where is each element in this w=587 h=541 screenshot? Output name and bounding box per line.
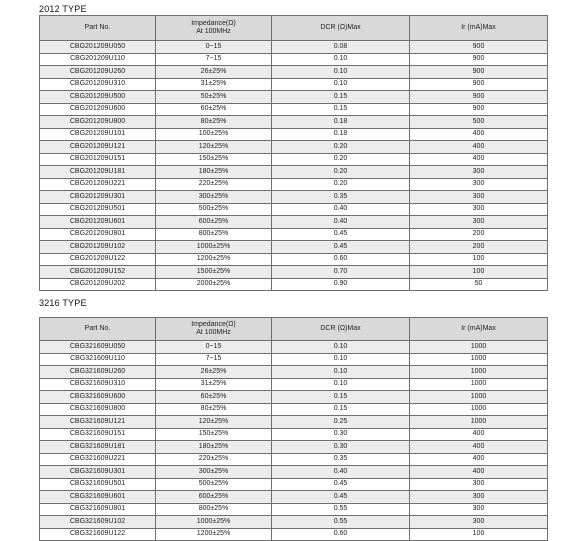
cell-part-no: CBG201209U301 [40, 191, 156, 204]
header-impedance-line1: Impedance(Ω) [191, 20, 236, 28]
cell-dcr: 0.20 [272, 166, 410, 179]
cell-part-no: CBG201209U151 [40, 153, 156, 166]
cell-impedance: 60±25% [156, 103, 272, 116]
cell-impedance: 1000±25% [156, 516, 272, 529]
table-row [40, 466, 548, 479]
header-dcr: DCR (Ω)Max [272, 318, 410, 341]
cell-ir: 300 [410, 166, 548, 179]
cell-ir: 400 [410, 466, 548, 479]
cell-part-no: CBG321609U800 [40, 403, 156, 416]
cell-ir: 1000 [410, 378, 548, 391]
table-row [40, 166, 548, 179]
header-part-no: Part No. [40, 318, 156, 341]
cell-ir: 400 [410, 153, 548, 166]
header-impedance [156, 16, 272, 41]
table-row [40, 128, 548, 141]
cell-part-no: CBG321609U600 [40, 391, 156, 404]
table-row [40, 191, 548, 204]
cell-impedance: 180±25% [156, 166, 272, 179]
cell-impedance: 150±25% [156, 428, 272, 441]
cell-impedance: 220±25% [156, 178, 272, 191]
cell-impedance: 120±25% [156, 141, 272, 154]
cell-dcr: 0.10 [272, 66, 410, 79]
spec-table-2012 [39, 15, 548, 291]
cell-ir: 100 [410, 528, 548, 541]
table-row [40, 228, 548, 241]
cell-impedance: 500±25% [156, 203, 272, 216]
cell-part-no: CBG321609U221 [40, 453, 156, 466]
cell-ir: 1000 [410, 403, 548, 416]
cell-impedance: 31±25% [156, 78, 272, 91]
cell-ir: 400 [410, 441, 548, 454]
cell-ir: 300 [410, 203, 548, 216]
cell-part-no: CBG201209U800 [40, 116, 156, 129]
table-row [40, 516, 548, 529]
cell-ir: 900 [410, 53, 548, 66]
cell-impedance: 0~15 [156, 341, 272, 354]
cell-dcr: 0.20 [272, 178, 410, 191]
cell-part-no: CBG201209U501 [40, 203, 156, 216]
cell-dcr: 0.55 [272, 503, 410, 516]
table-row [40, 416, 548, 429]
table-row [40, 391, 548, 404]
table-row [40, 203, 548, 216]
cell-dcr: 0.20 [272, 141, 410, 154]
cell-ir: 400 [410, 128, 548, 141]
table-row [40, 478, 548, 491]
header-impedance-line1: Impedance(Ω) [191, 321, 236, 329]
cell-impedance: 80±25% [156, 116, 272, 129]
cell-ir: 400 [410, 141, 548, 154]
cell-ir: 300 [410, 191, 548, 204]
cell-part-no: CBG201209U122 [40, 253, 156, 266]
header-impedance [156, 318, 272, 341]
cell-ir: 400 [410, 428, 548, 441]
cell-ir: 1000 [410, 353, 548, 366]
cell-impedance: 800±25% [156, 503, 272, 516]
cell-impedance: 100±25% [156, 128, 272, 141]
table-header-row [40, 16, 548, 41]
cell-impedance: 2000±25% [156, 278, 272, 291]
cell-part-no: CBG201209U500 [40, 91, 156, 104]
cell-ir: 900 [410, 66, 548, 79]
cell-ir: 300 [410, 516, 548, 529]
table-row [40, 278, 548, 291]
cell-impedance: 60±25% [156, 391, 272, 404]
cell-part-no: CBG201209U152 [40, 266, 156, 279]
table-row [40, 341, 548, 354]
cell-impedance: 31±25% [156, 378, 272, 391]
header-impedance-line2: At 100MHz [196, 28, 231, 35]
cell-dcr: 0.40 [272, 203, 410, 216]
cell-dcr: 0.35 [272, 453, 410, 466]
cell-ir: 300 [410, 478, 548, 491]
table-row [40, 153, 548, 166]
cell-impedance: 1200±25% [156, 528, 272, 541]
table-row [40, 116, 548, 129]
cell-dcr: 0.60 [272, 253, 410, 266]
table-row [40, 53, 548, 66]
cell-dcr: 0.10 [272, 341, 410, 354]
cell-ir: 1000 [410, 366, 548, 379]
cell-impedance: 26±25% [156, 366, 272, 379]
cell-part-no: CBG321609U050 [40, 341, 156, 354]
cell-impedance: 600±25% [156, 216, 272, 229]
cell-ir: 300 [410, 216, 548, 229]
cell-dcr: 0.10 [272, 378, 410, 391]
cell-part-no: CBG201209U221 [40, 178, 156, 191]
cell-dcr: 0.15 [272, 403, 410, 416]
cell-part-no: CBG201209U801 [40, 228, 156, 241]
cell-dcr: 0.40 [272, 466, 410, 479]
cell-dcr: 0.45 [272, 478, 410, 491]
cell-part-no: CBG201209U181 [40, 166, 156, 179]
cell-ir: 200 [410, 228, 548, 241]
cell-dcr: 0.45 [272, 228, 410, 241]
cell-part-no: CBG201209U102 [40, 241, 156, 254]
cell-ir: 1000 [410, 416, 548, 429]
table-row [40, 41, 548, 54]
cell-ir: 1000 [410, 341, 548, 354]
cell-part-no: CBG201209U310 [40, 78, 156, 91]
cell-part-no: CBG321609U801 [40, 503, 156, 516]
cell-dcr: 0.15 [272, 391, 410, 404]
table-row [40, 91, 548, 104]
table-row [40, 403, 548, 416]
cell-impedance: 800±25% [156, 228, 272, 241]
cell-dcr: 0.10 [272, 78, 410, 91]
table-row [40, 353, 548, 366]
cell-dcr: 0.60 [272, 528, 410, 541]
cell-ir: 300 [410, 491, 548, 504]
cell-impedance: 220±25% [156, 453, 272, 466]
cell-impedance: 26±25% [156, 66, 272, 79]
cell-part-no: CBG321609U601 [40, 491, 156, 504]
cell-ir: 300 [410, 178, 548, 191]
cell-dcr: 0.10 [272, 353, 410, 366]
table-row [40, 241, 548, 254]
cell-part-no: CBG321609U181 [40, 441, 156, 454]
cell-ir: 500 [410, 116, 548, 129]
cell-ir: 1000 [410, 391, 548, 404]
cell-ir: 50 [410, 278, 548, 291]
table-row [40, 178, 548, 191]
cell-impedance: 300±25% [156, 191, 272, 204]
cell-impedance: 120±25% [156, 416, 272, 429]
cell-dcr: 0.35 [272, 191, 410, 204]
cell-dcr: 0.18 [272, 128, 410, 141]
header-part-no: Part No. [40, 16, 156, 41]
table-row [40, 141, 548, 154]
table-row [40, 78, 548, 91]
cell-dcr: 0.70 [272, 266, 410, 279]
cell-part-no: CBG321609U121 [40, 416, 156, 429]
cell-dcr: 0.45 [272, 491, 410, 504]
table-row [40, 253, 548, 266]
cell-part-no: CBG321609U301 [40, 466, 156, 479]
cell-dcr: 0.30 [272, 428, 410, 441]
cell-dcr: 0.30 [272, 441, 410, 454]
cell-ir: 100 [410, 266, 548, 279]
cell-part-no: CBG201209U110 [40, 53, 156, 66]
cell-part-no: CBG321609U501 [40, 478, 156, 491]
cell-impedance: 1000±25% [156, 241, 272, 254]
table-row [40, 441, 548, 454]
cell-impedance: 600±25% [156, 491, 272, 504]
section-title-3216: 3216 TYPE [39, 298, 87, 308]
header-ir: Ir (mA)Max [410, 16, 548, 41]
cell-dcr: 0.90 [272, 278, 410, 291]
header-ir: Ir (mA)Max [410, 318, 548, 341]
table-row [40, 503, 548, 516]
cell-impedance: 500±25% [156, 478, 272, 491]
cell-part-no: CBG201209U202 [40, 278, 156, 291]
table-row [40, 491, 548, 504]
cell-dcr: 0.10 [272, 53, 410, 66]
cell-impedance: 1500±25% [156, 266, 272, 279]
cell-part-no: CBG321609U260 [40, 366, 156, 379]
cell-dcr: 0.45 [272, 241, 410, 254]
table-row [40, 216, 548, 229]
cell-ir: 300 [410, 503, 548, 516]
cell-ir: 400 [410, 453, 548, 466]
cell-impedance: 80±25% [156, 403, 272, 416]
cell-impedance: 50±25% [156, 91, 272, 104]
cell-part-no: CBG201209U600 [40, 103, 156, 116]
table-row [40, 103, 548, 116]
cell-dcr: 0.18 [272, 116, 410, 129]
cell-dcr: 0.20 [272, 153, 410, 166]
cell-part-no: CBG321609U310 [40, 378, 156, 391]
cell-impedance: 180±25% [156, 441, 272, 454]
cell-ir: 200 [410, 241, 548, 254]
cell-impedance: 150±25% [156, 153, 272, 166]
table-row [40, 66, 548, 79]
cell-part-no: CBG321609U110 [40, 353, 156, 366]
cell-dcr: 0.40 [272, 216, 410, 229]
cell-impedance: 7~15 [156, 53, 272, 66]
spec-table-3216 [39, 317, 548, 541]
cell-part-no: CBG201209U260 [40, 66, 156, 79]
cell-part-no: CBG201209U601 [40, 216, 156, 229]
cell-dcr: 0.15 [272, 91, 410, 104]
table-row [40, 528, 548, 541]
section-title-2012: 2012 TYPE [39, 4, 87, 14]
cell-ir: 900 [410, 41, 548, 54]
cell-part-no: CBG201209U050 [40, 41, 156, 54]
cell-dcr: 0.10 [272, 366, 410, 379]
cell-dcr: 0.25 [272, 416, 410, 429]
header-impedance-line2: At 100MHz [196, 329, 231, 336]
header-dcr: DCR (Ω)Max [272, 16, 410, 41]
table-row [40, 378, 548, 391]
cell-part-no: CBG201209U121 [40, 141, 156, 154]
cell-dcr: 0.15 [272, 103, 410, 116]
cell-part-no: CBG321609U102 [40, 516, 156, 529]
cell-ir: 900 [410, 91, 548, 104]
table-row [40, 266, 548, 279]
cell-impedance: 1200±25% [156, 253, 272, 266]
cell-ir: 900 [410, 78, 548, 91]
cell-part-no: CBG321609U122 [40, 528, 156, 541]
cell-ir: 900 [410, 103, 548, 116]
cell-impedance: 0~15 [156, 41, 272, 54]
cell-part-no: CBG321609U151 [40, 428, 156, 441]
cell-part-no: CBG201209U101 [40, 128, 156, 141]
cell-impedance: 300±25% [156, 466, 272, 479]
cell-dcr: 0.08 [272, 41, 410, 54]
table-header-row [40, 318, 548, 341]
table-row [40, 366, 548, 379]
cell-impedance: 7~15 [156, 353, 272, 366]
cell-ir: 100 [410, 253, 548, 266]
table-row [40, 428, 548, 441]
table-row [40, 453, 548, 466]
cell-dcr: 0.55 [272, 516, 410, 529]
